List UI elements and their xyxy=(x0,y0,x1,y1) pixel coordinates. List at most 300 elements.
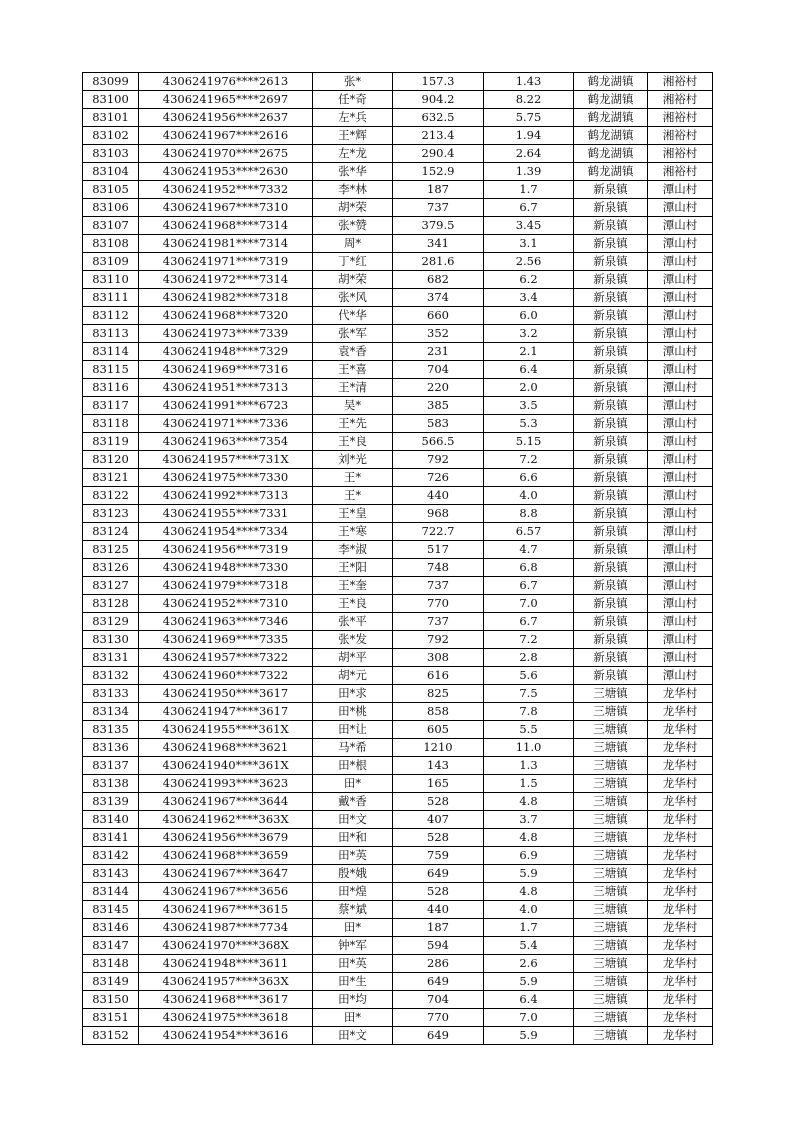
name-cell: 张*平 xyxy=(313,613,393,631)
name-cell: 田*让 xyxy=(313,721,393,739)
id-number-cell: 4306241969****7316 xyxy=(139,361,313,379)
id-number-cell: 4306241967****3615 xyxy=(139,901,313,919)
id-number-cell: 4306241951****7313 xyxy=(139,379,313,397)
amount-cell: 759 xyxy=(393,847,484,865)
serial-number-cell: 83099 xyxy=(83,73,139,91)
amount-cell: 1210 xyxy=(393,739,484,757)
name-cell: 王* xyxy=(313,487,393,505)
id-number-cell: 4306241948****7330 xyxy=(139,559,313,577)
quantity-cell: 5.6 xyxy=(484,667,574,685)
table-row xyxy=(83,811,713,829)
town-cell: 三塘镇 xyxy=(574,775,648,793)
serial-number-cell: 83134 xyxy=(83,703,139,721)
village-cell: 潭山村 xyxy=(648,469,713,487)
amount-cell: 187 xyxy=(393,181,484,199)
serial-number-cell: 83101 xyxy=(83,109,139,127)
quantity-cell: 1.7 xyxy=(484,919,574,937)
serial-number-cell: 83141 xyxy=(83,829,139,847)
town-cell: 新泉镇 xyxy=(574,415,648,433)
name-cell: 戴*香 xyxy=(313,793,393,811)
village-cell: 龙华村 xyxy=(648,757,713,775)
serial-number-cell: 83112 xyxy=(83,307,139,325)
table-row xyxy=(83,865,713,883)
village-cell: 潭山村 xyxy=(648,559,713,577)
name-cell: 胡*平 xyxy=(313,649,393,667)
town-cell: 新泉镇 xyxy=(574,307,648,325)
id-number-cell: 4306241970****368X xyxy=(139,937,313,955)
table-row xyxy=(83,325,713,343)
village-cell: 龙华村 xyxy=(648,739,713,757)
serial-number-cell: 83128 xyxy=(83,595,139,613)
amount-cell: 722.7 xyxy=(393,523,484,541)
town-cell: 新泉镇 xyxy=(574,397,648,415)
village-cell: 潭山村 xyxy=(648,199,713,217)
name-cell: 田*文 xyxy=(313,1027,393,1045)
amount-cell: 737 xyxy=(393,199,484,217)
quantity-cell: 1.39 xyxy=(484,163,574,181)
serial-number-cell: 83129 xyxy=(83,613,139,631)
quantity-cell: 2.1 xyxy=(484,343,574,361)
amount-cell: 904.2 xyxy=(393,91,484,109)
id-number-cell: 4306241981****7314 xyxy=(139,235,313,253)
quantity-cell: 1.94 xyxy=(484,127,574,145)
amount-cell: 187 xyxy=(393,919,484,937)
town-cell: 新泉镇 xyxy=(574,505,648,523)
name-cell: 张*华 xyxy=(313,163,393,181)
town-cell: 鹤龙湖镇 xyxy=(574,73,648,91)
name-cell: 殷*娥 xyxy=(313,865,393,883)
amount-cell: 968 xyxy=(393,505,484,523)
quantity-cell: 5.3 xyxy=(484,415,574,433)
name-cell: 田*和 xyxy=(313,829,393,847)
table-row xyxy=(83,1027,713,1045)
amount-cell: 737 xyxy=(393,577,484,595)
table-row xyxy=(83,595,713,613)
village-cell: 潭山村 xyxy=(648,361,713,379)
table-row xyxy=(83,163,713,181)
town-cell: 新泉镇 xyxy=(574,451,648,469)
serial-number-cell: 83107 xyxy=(83,217,139,235)
table-row xyxy=(83,199,713,217)
town-cell: 新泉镇 xyxy=(574,325,648,343)
serial-number-cell: 83131 xyxy=(83,649,139,667)
name-cell: 张*风 xyxy=(313,289,393,307)
village-cell: 龙华村 xyxy=(648,847,713,865)
id-number-cell: 4306241968****3621 xyxy=(139,739,313,757)
village-cell: 潭山村 xyxy=(648,433,713,451)
id-number-cell: 4306241960****7322 xyxy=(139,667,313,685)
table-row xyxy=(83,145,713,163)
amount-cell: 649 xyxy=(393,973,484,991)
name-cell: 吴* xyxy=(313,397,393,415)
name-cell: 张*发 xyxy=(313,631,393,649)
village-cell: 湘裕村 xyxy=(648,145,713,163)
village-cell: 潭山村 xyxy=(648,541,713,559)
table-row xyxy=(83,667,713,685)
id-number-cell: 4306241967****3656 xyxy=(139,883,313,901)
quantity-cell: 8.22 xyxy=(484,91,574,109)
table-row xyxy=(83,649,713,667)
table-row xyxy=(83,991,713,1009)
town-cell: 新泉镇 xyxy=(574,199,648,217)
name-cell: 刘*光 xyxy=(313,451,393,469)
name-cell: 王*阳 xyxy=(313,559,393,577)
name-cell: 钟*军 xyxy=(313,937,393,955)
village-cell: 龙华村 xyxy=(648,865,713,883)
table-row xyxy=(83,523,713,541)
quantity-cell: 4.0 xyxy=(484,901,574,919)
quantity-cell: 6.7 xyxy=(484,577,574,595)
village-cell: 潭山村 xyxy=(648,181,713,199)
town-cell: 新泉镇 xyxy=(574,271,648,289)
serial-number-cell: 83138 xyxy=(83,775,139,793)
amount-cell: 528 xyxy=(393,829,484,847)
name-cell: 胡*荣 xyxy=(313,199,393,217)
table-row xyxy=(83,271,713,289)
amount-cell: 143 xyxy=(393,757,484,775)
amount-cell: 290.4 xyxy=(393,145,484,163)
village-cell: 潭山村 xyxy=(648,631,713,649)
quantity-cell: 1.7 xyxy=(484,181,574,199)
table-row xyxy=(83,847,713,865)
town-cell: 新泉镇 xyxy=(574,253,648,271)
table-row xyxy=(83,217,713,235)
name-cell: 田*均 xyxy=(313,991,393,1009)
serial-number-cell: 83102 xyxy=(83,127,139,145)
village-cell: 潭山村 xyxy=(648,613,713,631)
quantity-cell: 7.5 xyxy=(484,685,574,703)
table-row xyxy=(83,757,713,775)
table-row xyxy=(83,253,713,271)
village-cell: 潭山村 xyxy=(648,235,713,253)
village-cell: 龙华村 xyxy=(648,811,713,829)
quantity-cell: 1.3 xyxy=(484,757,574,775)
id-number-cell: 4306241968****3659 xyxy=(139,847,313,865)
quantity-cell: 5.15 xyxy=(484,433,574,451)
table-row xyxy=(83,469,713,487)
serial-number-cell: 83120 xyxy=(83,451,139,469)
id-number-cell: 4306241965****2697 xyxy=(139,91,313,109)
village-cell: 龙华村 xyxy=(648,829,713,847)
town-cell: 鹤龙湖镇 xyxy=(574,91,648,109)
id-number-cell: 4306241970****2675 xyxy=(139,145,313,163)
name-cell: 王*先 xyxy=(313,415,393,433)
name-cell: 田*英 xyxy=(313,847,393,865)
quantity-cell: 4.8 xyxy=(484,883,574,901)
amount-cell: 770 xyxy=(393,1009,484,1027)
serial-number-cell: 83144 xyxy=(83,883,139,901)
name-cell: 张*赞 xyxy=(313,217,393,235)
village-cell: 龙华村 xyxy=(648,937,713,955)
village-cell: 潭山村 xyxy=(648,343,713,361)
name-cell: 任*奇 xyxy=(313,91,393,109)
amount-cell: 231 xyxy=(393,343,484,361)
amount-cell: 792 xyxy=(393,631,484,649)
serial-number-cell: 83145 xyxy=(83,901,139,919)
serial-number-cell: 83116 xyxy=(83,379,139,397)
town-cell: 三塘镇 xyxy=(574,991,648,1009)
table-row xyxy=(83,181,713,199)
quantity-cell: 5.9 xyxy=(484,973,574,991)
serial-number-cell: 83104 xyxy=(83,163,139,181)
serial-number-cell: 83142 xyxy=(83,847,139,865)
id-number-cell: 4306241957****363X xyxy=(139,973,313,991)
quantity-cell: 5.9 xyxy=(484,1027,574,1045)
quantity-cell: 7.8 xyxy=(484,703,574,721)
quantity-cell: 6.7 xyxy=(484,199,574,217)
village-cell: 龙华村 xyxy=(648,919,713,937)
id-number-cell: 4306241957****7322 xyxy=(139,649,313,667)
id-number-cell: 4306241976****2613 xyxy=(139,73,313,91)
quantity-cell: 7.0 xyxy=(484,1009,574,1027)
amount-cell: 616 xyxy=(393,667,484,685)
name-cell: 王*喜 xyxy=(313,361,393,379)
table-row xyxy=(83,883,713,901)
amount-cell: 374 xyxy=(393,289,484,307)
name-cell: 李*林 xyxy=(313,181,393,199)
village-cell: 湘裕村 xyxy=(648,91,713,109)
table-row xyxy=(83,955,713,973)
id-number-cell: 4306241979****7318 xyxy=(139,577,313,595)
quantity-cell: 1.43 xyxy=(484,73,574,91)
amount-cell: 157.3 xyxy=(393,73,484,91)
table-row xyxy=(83,127,713,145)
table-row xyxy=(83,361,713,379)
village-cell: 龙华村 xyxy=(648,1027,713,1045)
serial-number-cell: 83140 xyxy=(83,811,139,829)
village-cell: 龙华村 xyxy=(648,775,713,793)
table-row xyxy=(83,937,713,955)
table-row xyxy=(83,577,713,595)
amount-cell: 748 xyxy=(393,559,484,577)
quantity-cell: 3.45 xyxy=(484,217,574,235)
quantity-cell: 7.0 xyxy=(484,595,574,613)
amount-cell: 660 xyxy=(393,307,484,325)
amount-cell: 308 xyxy=(393,649,484,667)
town-cell: 三塘镇 xyxy=(574,919,648,937)
name-cell: 田*文 xyxy=(313,811,393,829)
village-cell: 湘裕村 xyxy=(648,73,713,91)
id-number-cell: 4306241971****7319 xyxy=(139,253,313,271)
quantity-cell: 6.4 xyxy=(484,361,574,379)
table-row xyxy=(83,685,713,703)
id-number-cell: 4306241950****3617 xyxy=(139,685,313,703)
id-number-cell: 4306241963****7354 xyxy=(139,433,313,451)
quantity-cell: 7.2 xyxy=(484,631,574,649)
name-cell: 王*奎 xyxy=(313,577,393,595)
table-row xyxy=(83,721,713,739)
quantity-cell: 4.8 xyxy=(484,793,574,811)
quantity-cell: 5.4 xyxy=(484,937,574,955)
serial-number-cell: 83123 xyxy=(83,505,139,523)
amount-cell: 792 xyxy=(393,451,484,469)
amount-cell: 220 xyxy=(393,379,484,397)
amount-cell: 152.9 xyxy=(393,163,484,181)
amount-cell: 605 xyxy=(393,721,484,739)
amount-cell: 385 xyxy=(393,397,484,415)
village-cell: 潭山村 xyxy=(648,307,713,325)
quantity-cell: 6.0 xyxy=(484,307,574,325)
serial-number-cell: 83110 xyxy=(83,271,139,289)
quantity-cell: 2.56 xyxy=(484,253,574,271)
table-row xyxy=(83,559,713,577)
quantity-cell: 3.1 xyxy=(484,235,574,253)
table-row xyxy=(83,397,713,415)
amount-cell: 341 xyxy=(393,235,484,253)
serial-number-cell: 83146 xyxy=(83,919,139,937)
amount-cell: 281.6 xyxy=(393,253,484,271)
quantity-cell: 4.7 xyxy=(484,541,574,559)
id-number-cell: 4306241954****3616 xyxy=(139,1027,313,1045)
table-row xyxy=(83,829,713,847)
name-cell: 田*根 xyxy=(313,757,393,775)
amount-cell: 528 xyxy=(393,793,484,811)
town-cell: 三塘镇 xyxy=(574,757,648,775)
name-cell: 王*辉 xyxy=(313,127,393,145)
table-row xyxy=(83,109,713,127)
village-cell: 潭山村 xyxy=(648,325,713,343)
name-cell: 丁*红 xyxy=(313,253,393,271)
name-cell: 胡*元 xyxy=(313,667,393,685)
id-number-cell: 4306241968****7320 xyxy=(139,307,313,325)
table-row xyxy=(83,901,713,919)
name-cell: 蔡*斌 xyxy=(313,901,393,919)
town-cell: 新泉镇 xyxy=(574,649,648,667)
town-cell: 三塘镇 xyxy=(574,685,648,703)
id-number-cell: 4306241954****7334 xyxy=(139,523,313,541)
amount-cell: 517 xyxy=(393,541,484,559)
village-cell: 潭山村 xyxy=(648,289,713,307)
amount-cell: 528 xyxy=(393,883,484,901)
id-number-cell: 4306241953****2630 xyxy=(139,163,313,181)
village-cell: 龙华村 xyxy=(648,793,713,811)
town-cell: 新泉镇 xyxy=(574,433,648,451)
village-cell: 潭山村 xyxy=(648,379,713,397)
serial-number-cell: 83114 xyxy=(83,343,139,361)
village-cell: 龙华村 xyxy=(648,685,713,703)
amount-cell: 583 xyxy=(393,415,484,433)
id-number-cell: 4306241955****361X xyxy=(139,721,313,739)
quantity-cell: 3.2 xyxy=(484,325,574,343)
serial-number-cell: 83135 xyxy=(83,721,139,739)
town-cell: 三塘镇 xyxy=(574,1009,648,1027)
serial-number-cell: 83143 xyxy=(83,865,139,883)
serial-number-cell: 83113 xyxy=(83,325,139,343)
amount-cell: 440 xyxy=(393,487,484,505)
id-number-cell: 4306241956****7319 xyxy=(139,541,313,559)
town-cell: 新泉镇 xyxy=(574,613,648,631)
name-cell: 张*军 xyxy=(313,325,393,343)
quantity-cell: 2.64 xyxy=(484,145,574,163)
quantity-cell: 6.4 xyxy=(484,991,574,1009)
serial-number-cell: 83151 xyxy=(83,1009,139,1027)
town-cell: 三塘镇 xyxy=(574,847,648,865)
quantity-cell: 2.0 xyxy=(484,379,574,397)
serial-number-cell: 83109 xyxy=(83,253,139,271)
name-cell: 田*求 xyxy=(313,685,393,703)
town-cell: 三塘镇 xyxy=(574,973,648,991)
amount-cell: 407 xyxy=(393,811,484,829)
town-cell: 新泉镇 xyxy=(574,631,648,649)
serial-number-cell: 83118 xyxy=(83,415,139,433)
serial-number-cell: 83117 xyxy=(83,397,139,415)
id-number-cell: 4306241957****731X xyxy=(139,451,313,469)
serial-number-cell: 83108 xyxy=(83,235,139,253)
serial-number-cell: 83152 xyxy=(83,1027,139,1045)
id-number-cell: 4306241971****7336 xyxy=(139,415,313,433)
serial-number-cell: 83103 xyxy=(83,145,139,163)
id-number-cell: 4306241969****7335 xyxy=(139,631,313,649)
quantity-cell: 5.5 xyxy=(484,721,574,739)
amount-cell: 726 xyxy=(393,469,484,487)
id-number-cell: 4306241992****7313 xyxy=(139,487,313,505)
quantity-cell: 6.7 xyxy=(484,613,574,631)
village-cell: 潭山村 xyxy=(648,253,713,271)
amount-cell: 704 xyxy=(393,361,484,379)
village-cell: 潭山村 xyxy=(648,649,713,667)
id-number-cell: 4306241962****363X xyxy=(139,811,313,829)
quantity-cell: 3.4 xyxy=(484,289,574,307)
table-row xyxy=(83,487,713,505)
town-cell: 鹤龙湖镇 xyxy=(574,109,648,127)
name-cell: 王*皇 xyxy=(313,505,393,523)
id-number-cell: 4306241972****7314 xyxy=(139,271,313,289)
quantity-cell: 3.7 xyxy=(484,811,574,829)
quantity-cell: 4.0 xyxy=(484,487,574,505)
data-table xyxy=(82,72,713,1045)
table-row xyxy=(83,433,713,451)
table-row xyxy=(83,307,713,325)
id-number-cell: 4306241967****3644 xyxy=(139,793,313,811)
table-row xyxy=(83,415,713,433)
town-cell: 新泉镇 xyxy=(574,343,648,361)
quantity-cell: 4.8 xyxy=(484,829,574,847)
table-row xyxy=(83,775,713,793)
village-cell: 潭山村 xyxy=(648,217,713,235)
table-row xyxy=(83,541,713,559)
serial-number-cell: 83139 xyxy=(83,793,139,811)
town-cell: 鹤龙湖镇 xyxy=(574,145,648,163)
table-row xyxy=(83,73,713,91)
town-cell: 三塘镇 xyxy=(574,865,648,883)
quantity-cell: 11.0 xyxy=(484,739,574,757)
name-cell: 张* xyxy=(313,73,393,91)
amount-cell: 704 xyxy=(393,991,484,1009)
town-cell: 新泉镇 xyxy=(574,235,648,253)
id-number-cell: 4306241991****6723 xyxy=(139,397,313,415)
id-number-cell: 4306241947****3617 xyxy=(139,703,313,721)
name-cell: 田*生 xyxy=(313,973,393,991)
quantity-cell: 7.2 xyxy=(484,451,574,469)
amount-cell: 737 xyxy=(393,613,484,631)
table-row xyxy=(83,505,713,523)
village-cell: 湘裕村 xyxy=(648,127,713,145)
serial-number-cell: 83106 xyxy=(83,199,139,217)
amount-cell: 165 xyxy=(393,775,484,793)
id-number-cell: 4306241975****3618 xyxy=(139,1009,313,1027)
serial-number-cell: 83119 xyxy=(83,433,139,451)
id-number-cell: 4306241956****2637 xyxy=(139,109,313,127)
town-cell: 三塘镇 xyxy=(574,829,648,847)
table-row xyxy=(83,379,713,397)
id-number-cell: 4306241963****7346 xyxy=(139,613,313,631)
id-number-cell: 4306241967****7310 xyxy=(139,199,313,217)
amount-cell: 825 xyxy=(393,685,484,703)
serial-number-cell: 83147 xyxy=(83,937,139,955)
village-cell: 龙华村 xyxy=(648,901,713,919)
amount-cell: 566.5 xyxy=(393,433,484,451)
table-row xyxy=(83,973,713,991)
